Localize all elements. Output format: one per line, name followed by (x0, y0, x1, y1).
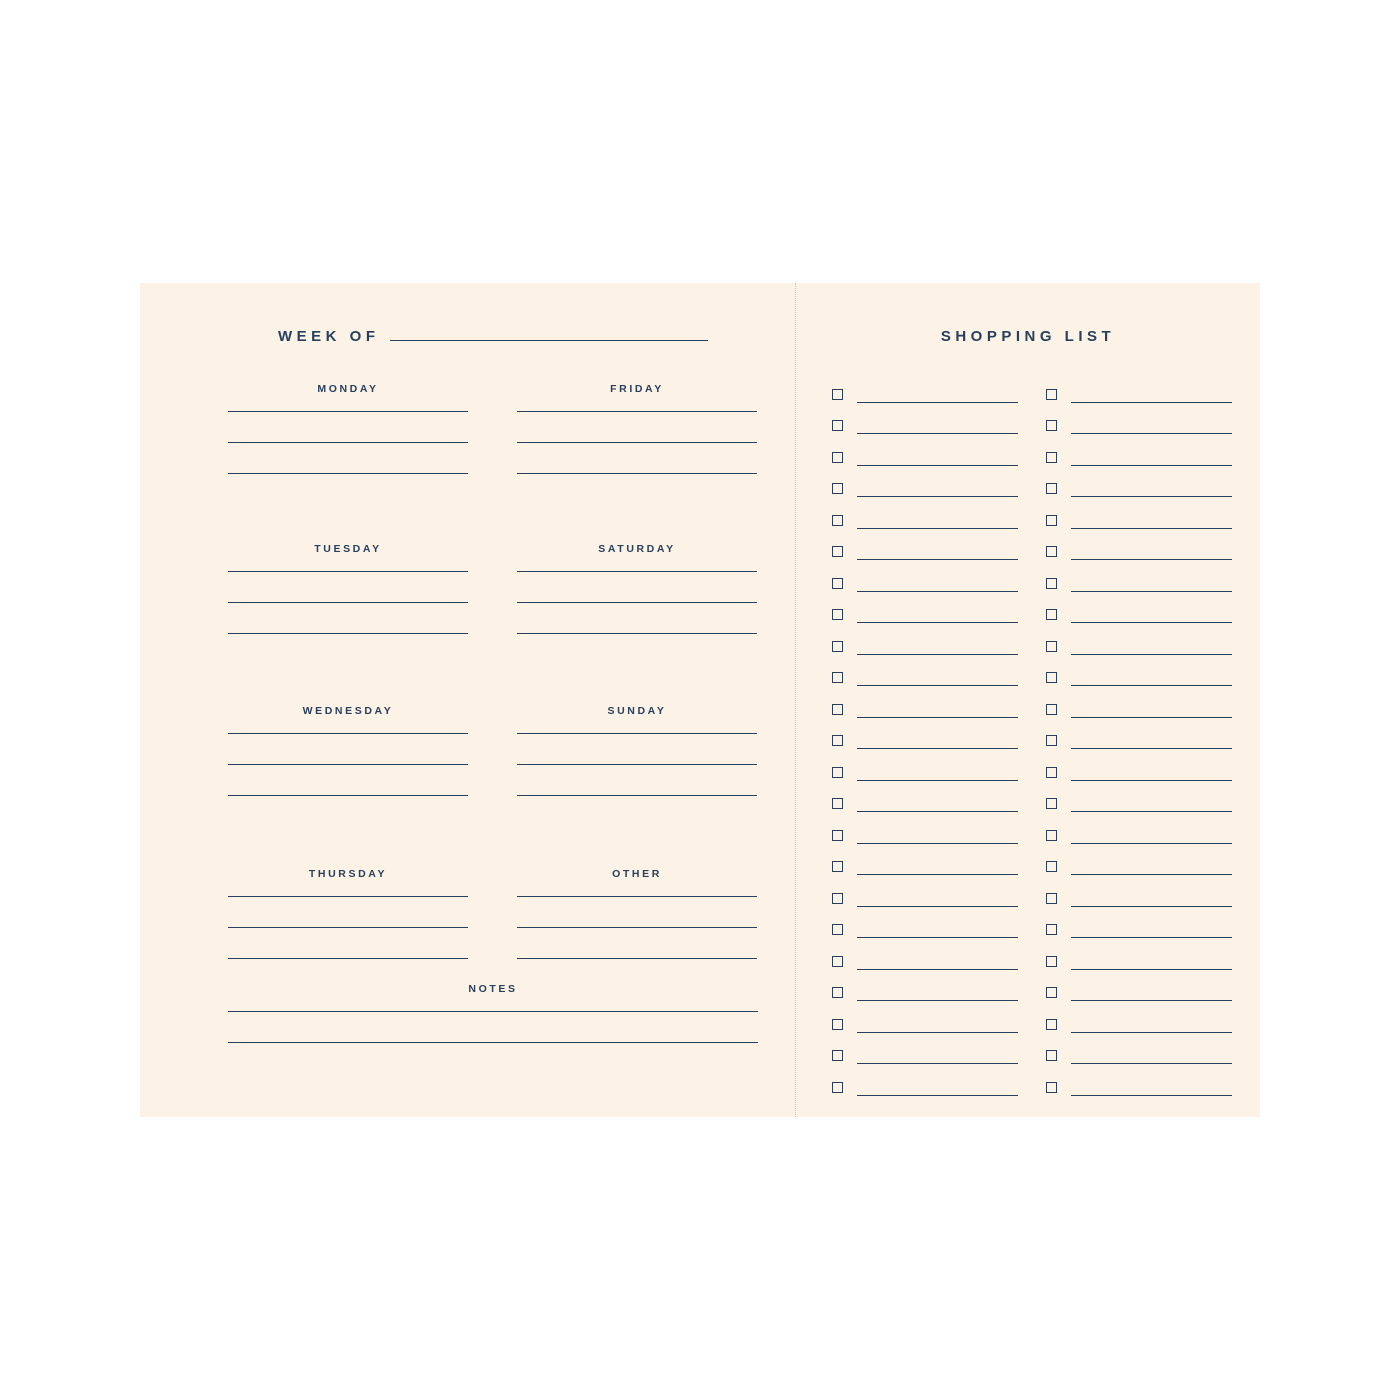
shopping-list-item[interactable] (1046, 371, 1232, 403)
day-block-other (517, 868, 757, 959)
checkbox-icon[interactable] (1046, 1019, 1057, 1030)
checkbox-icon[interactable] (832, 830, 843, 841)
day-block-tuesday (228, 543, 468, 634)
checkbox-icon[interactable] (1046, 861, 1057, 872)
checkbox-icon[interactable] (1046, 609, 1057, 620)
write-line[interactable] (857, 874, 1018, 875)
write-line[interactable] (1071, 843, 1232, 844)
shopping-list-column-right (1046, 371, 1232, 1096)
write-line[interactable] (1071, 591, 1232, 592)
write-line[interactable] (228, 442, 468, 443)
shopping-list-item[interactable] (1046, 1064, 1232, 1096)
checkbox-icon[interactable] (832, 546, 843, 557)
day-label-thursday: THURSDAY (308, 868, 388, 880)
shopping-list-item[interactable] (832, 434, 1018, 466)
shopping-list-title: SHOPPING LIST (940, 328, 1116, 345)
write-line[interactable] (1071, 748, 1232, 749)
write-line[interactable] (857, 717, 1018, 718)
shopping-list-item[interactable] (1046, 529, 1232, 561)
day-block-thursday (228, 868, 468, 959)
shopping-list-item[interactable] (832, 1064, 1018, 1096)
write-line[interactable] (857, 1063, 1018, 1064)
write-line[interactable] (228, 764, 468, 765)
day-label-sunday: SUNDAY (607, 705, 667, 717)
write-line[interactable] (228, 571, 468, 572)
checkbox-icon[interactable] (1046, 830, 1057, 841)
write-line[interactable] (517, 896, 757, 897)
write-line[interactable] (1071, 937, 1232, 938)
checkbox-icon[interactable] (1046, 893, 1057, 904)
write-line[interactable] (228, 896, 468, 897)
shopping-list-item[interactable] (832, 844, 1018, 876)
day-label-other: OTHER (612, 868, 662, 880)
write-line[interactable] (517, 795, 757, 796)
shopping-list-item[interactable] (1046, 970, 1232, 1002)
shopping-list-item[interactable] (1046, 812, 1232, 844)
checkbox-icon[interactable] (832, 515, 843, 526)
checkbox-icon[interactable] (832, 452, 843, 463)
checkbox-icon[interactable] (1046, 420, 1057, 431)
write-line[interactable] (857, 496, 1018, 497)
checkbox-icon[interactable] (832, 641, 843, 652)
write-line[interactable] (1071, 780, 1232, 781)
write-line[interactable] (228, 733, 468, 734)
write-line[interactable] (1071, 1000, 1232, 1001)
shopping-list-item[interactable] (832, 560, 1018, 592)
shopping-list-item[interactable] (832, 403, 1018, 435)
write-line[interactable] (228, 411, 468, 412)
shopping-list-item[interactable] (1046, 434, 1232, 466)
checkbox-icon[interactable] (1046, 641, 1057, 652)
week-of-write-line[interactable] (390, 340, 709, 341)
write-line[interactable] (857, 591, 1018, 592)
checkbox-icon[interactable] (1046, 924, 1057, 935)
shopping-list-item[interactable] (1046, 749, 1232, 781)
write-line[interactable] (857, 906, 1018, 907)
checkbox-icon[interactable] (1046, 483, 1057, 494)
shopping-list-item[interactable] (832, 686, 1018, 718)
checkbox-icon[interactable] (832, 924, 843, 935)
write-line[interactable] (1071, 1063, 1232, 1064)
write-line[interactable] (1071, 874, 1232, 875)
write-line[interactable] (1071, 465, 1232, 466)
checkbox-icon[interactable] (832, 483, 843, 494)
write-line[interactable] (1071, 1095, 1232, 1096)
write-line[interactable] (1071, 402, 1232, 403)
write-line[interactable] (1071, 811, 1232, 812)
write-line[interactable] (1071, 654, 1232, 655)
shopping-list-item[interactable] (832, 1033, 1018, 1065)
checkbox-icon[interactable] (832, 1019, 843, 1030)
shopping-list-item[interactable] (1046, 623, 1232, 655)
write-line[interactable] (228, 958, 468, 959)
write-line[interactable] (517, 411, 757, 412)
shopping-list-item[interactable] (1046, 655, 1232, 687)
checkbox-icon[interactable] (1046, 767, 1057, 778)
shopping-list-item[interactable] (832, 466, 1018, 498)
shopping-list-item[interactable] (832, 938, 1018, 970)
shopping-list-item[interactable] (832, 875, 1018, 907)
day-label-monday: MONDAY (317, 383, 379, 395)
checkbox-icon[interactable] (1046, 515, 1057, 526)
write-line[interactable] (1071, 1032, 1232, 1033)
shopping-list-item[interactable] (1046, 1033, 1232, 1065)
write-line[interactable] (228, 795, 468, 796)
write-line[interactable] (857, 1032, 1018, 1033)
checkbox-icon[interactable] (832, 609, 843, 620)
day-label-friday: FRIDAY (610, 383, 664, 395)
shopping-list-item[interactable] (832, 749, 1018, 781)
write-line[interactable] (1071, 906, 1232, 907)
shopping-list-item[interactable] (1046, 497, 1232, 529)
write-line[interactable] (857, 811, 1018, 812)
write-line[interactable] (857, 402, 1018, 403)
weekly-planner-page (140, 283, 795, 1117)
checkbox-icon[interactable] (1046, 1050, 1057, 1061)
checkbox-icon[interactable] (832, 1050, 843, 1061)
day-block-friday (517, 383, 757, 474)
write-line[interactable] (1071, 717, 1232, 718)
write-line[interactable] (517, 602, 757, 603)
checkbox-icon[interactable] (1046, 672, 1057, 683)
week-of-label: WEEK OF (278, 328, 380, 345)
checkbox-icon[interactable] (832, 893, 843, 904)
checkbox-icon[interactable] (1046, 452, 1057, 463)
write-line[interactable] (857, 969, 1018, 970)
checkbox-icon[interactable] (832, 767, 843, 778)
shopping-list-item[interactable] (1046, 907, 1232, 939)
write-line[interactable] (1071, 433, 1232, 434)
shopping-list-item[interactable] (1046, 781, 1232, 813)
shopping-list-column-left (832, 371, 1018, 1096)
write-line[interactable] (857, 843, 1018, 844)
shopping-list-item[interactable] (832, 781, 1018, 813)
shopping-list-item[interactable] (1046, 686, 1232, 718)
write-line[interactable] (228, 633, 468, 634)
write-line[interactable] (1071, 622, 1232, 623)
write-line[interactable] (1071, 559, 1232, 560)
day-block-sunday (517, 705, 757, 796)
week-of-field[interactable] (278, 328, 708, 345)
write-line[interactable] (857, 528, 1018, 529)
checkbox-icon[interactable] (832, 420, 843, 431)
write-line[interactable] (517, 633, 757, 634)
write-line[interactable] (857, 1000, 1018, 1001)
checkbox-icon[interactable] (1046, 735, 1057, 746)
write-line[interactable] (228, 473, 468, 474)
checkbox-icon[interactable] (832, 1082, 843, 1093)
write-line[interactable] (228, 1011, 758, 1012)
write-line[interactable] (857, 748, 1018, 749)
checkbox-icon[interactable] (1046, 578, 1057, 589)
notes-label: NOTES (468, 983, 518, 995)
checkbox-icon[interactable] (832, 987, 843, 998)
write-line[interactable] (857, 559, 1018, 560)
shopping-list-item[interactable] (832, 970, 1018, 1002)
day-label-wednesday: WEDNESDAY (302, 705, 394, 717)
write-line[interactable] (857, 654, 1018, 655)
write-line[interactable] (857, 1095, 1018, 1096)
shopping-list-item[interactable] (832, 623, 1018, 655)
day-block-wednesday (228, 705, 468, 796)
shopping-list-item[interactable] (832, 497, 1018, 529)
write-line[interactable] (517, 473, 757, 474)
checkbox-icon[interactable] (1046, 1082, 1057, 1093)
shopping-list-item[interactable] (1046, 592, 1232, 624)
write-line[interactable] (517, 958, 757, 959)
write-line[interactable] (1071, 685, 1232, 686)
day-block-saturday (517, 543, 757, 634)
write-line[interactable] (1071, 969, 1232, 970)
shopping-list-item[interactable] (832, 655, 1018, 687)
checkbox-icon[interactable] (1046, 956, 1057, 967)
shopping-list-item[interactable] (1046, 466, 1232, 498)
day-block-monday (228, 383, 468, 474)
write-line[interactable] (517, 442, 757, 443)
shopping-list-item[interactable] (1046, 718, 1232, 750)
day-label-tuesday: TUESDAY (314, 543, 382, 555)
shopping-list-item[interactable] (832, 371, 1018, 403)
write-line[interactable] (517, 764, 757, 765)
shopping-list-item[interactable] (832, 529, 1018, 561)
checkbox-icon[interactable] (1046, 798, 1057, 809)
shopping-list-item[interactable] (832, 1001, 1018, 1033)
planner-spread (140, 283, 1260, 1117)
notes-block (228, 983, 758, 1073)
checkbox-icon[interactable] (1046, 546, 1057, 557)
checkbox-icon[interactable] (1046, 987, 1057, 998)
write-line[interactable] (857, 622, 1018, 623)
shopping-list-item[interactable] (1046, 938, 1232, 970)
write-line[interactable] (228, 927, 468, 928)
shopping-list-item[interactable] (832, 907, 1018, 939)
write-line[interactable] (517, 571, 757, 572)
checkbox-icon[interactable] (832, 704, 843, 715)
checkbox-icon[interactable] (832, 735, 843, 746)
write-line[interactable] (228, 1042, 758, 1043)
write-line[interactable] (857, 433, 1018, 434)
write-line[interactable] (517, 733, 757, 734)
checkbox-icon[interactable] (832, 798, 843, 809)
shopping-list-page (796, 283, 1260, 1117)
checkbox-icon[interactable] (1046, 704, 1057, 715)
write-line[interactable] (857, 780, 1018, 781)
write-line[interactable] (1071, 528, 1232, 529)
checkbox-icon[interactable] (1046, 389, 1057, 400)
write-line[interactable] (1071, 496, 1232, 497)
shopping-list-item[interactable] (832, 718, 1018, 750)
checkbox-icon[interactable] (832, 861, 843, 872)
write-line[interactable] (857, 685, 1018, 686)
checkbox-icon[interactable] (832, 672, 843, 683)
write-line[interactable] (857, 937, 1018, 938)
shopping-list-item[interactable] (832, 812, 1018, 844)
shopping-list-item[interactable] (1046, 1001, 1232, 1033)
checkbox-icon[interactable] (832, 389, 843, 400)
shopping-list-item[interactable] (832, 592, 1018, 624)
day-label-saturday: SATURDAY (598, 543, 676, 555)
write-line[interactable] (517, 927, 757, 928)
shopping-list-item[interactable] (1046, 560, 1232, 592)
checkbox-icon[interactable] (832, 578, 843, 589)
checkbox-icon[interactable] (832, 956, 843, 967)
shopping-list-item[interactable] (1046, 403, 1232, 435)
write-line[interactable] (228, 602, 468, 603)
shopping-list-item[interactable] (1046, 875, 1232, 907)
write-line[interactable] (857, 465, 1018, 466)
shopping-list-item[interactable] (1046, 844, 1232, 876)
shopping-list-columns (832, 371, 1232, 1096)
